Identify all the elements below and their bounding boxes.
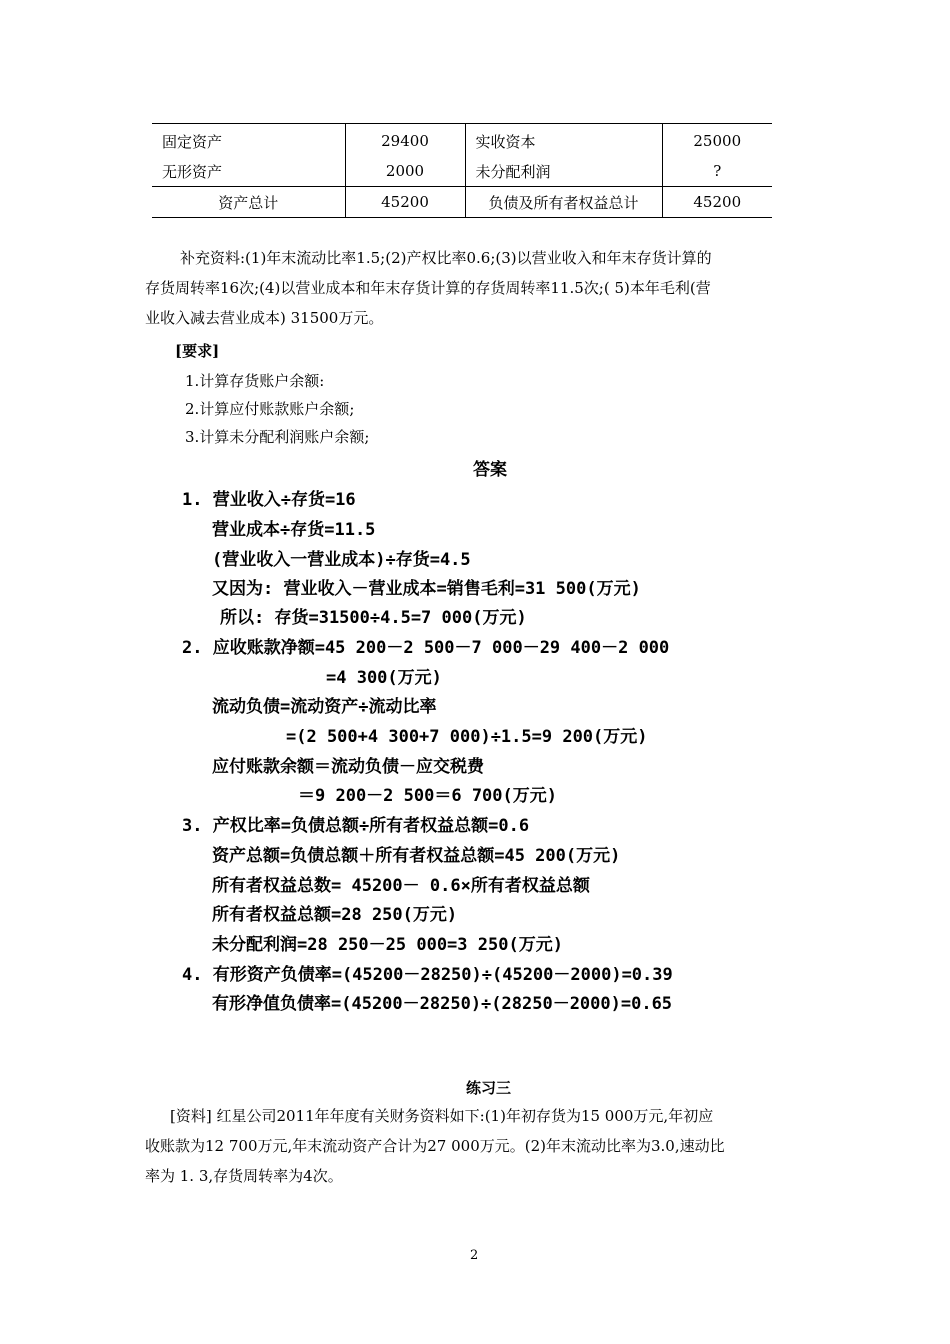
answer-line: 又因为: 营业收入－营业成本=销售毛利=31 500(万元) bbox=[212, 579, 641, 599]
answer-line: 所以: 存货=31500÷4.5=7 000(万元) bbox=[220, 608, 527, 628]
answer-line: 流动负债=流动资产÷流动比率 bbox=[212, 697, 437, 717]
exercise-title: 练习三 bbox=[466, 1079, 512, 1097]
exercise-line: 率为 1. 3,存货周转率为4次。 bbox=[145, 1167, 343, 1185]
row-label: 未分配利润 bbox=[465, 156, 662, 187]
answer-line: =4 300(万元) bbox=[326, 668, 442, 688]
answer-line: 有形净值负债率=(45200－28250)÷(28250－2000)=0.65 bbox=[212, 994, 673, 1014]
requirement-item: 3.计算未分配利润账户余额; bbox=[185, 428, 370, 446]
requirement-item: 1.计算存货账户余额: bbox=[185, 372, 325, 390]
answer-line: =(2 500+4 300+7 000)÷1.5=9 200(万元) bbox=[286, 727, 648, 747]
supplement-line: 存货周转率16次;(4)以营业成本和年末存货计算的存货周转率11.5次;( 5)本年毛利(营 bbox=[145, 279, 711, 297]
answer-line: 1. 营业收入÷存货=16 bbox=[182, 490, 356, 510]
requirements-heading: [要求] bbox=[175, 342, 220, 360]
page-number: 2 bbox=[470, 1248, 479, 1263]
row-value: ? bbox=[662, 156, 772, 187]
answer-line: 资产总额=负债总额＋所有者权益总额=45 200(万元) bbox=[212, 846, 621, 866]
total-label: 负债及所有者权益总计 bbox=[465, 187, 662, 218]
answer-line: 未分配利润=28 250－25 000=3 250(万元) bbox=[212, 935, 563, 955]
supplement-line: 补充资料:(1)年末流动比率1.5;(2)产权比率0.6;(3)以营业收入和年末存货计算的 bbox=[180, 249, 712, 267]
total-value: 45200 bbox=[345, 187, 465, 218]
row-value: 29400 bbox=[345, 124, 465, 157]
answer-line: 4. 有形资产负债率=(45200－28250)÷(45200－2000)=0.39 bbox=[182, 965, 673, 985]
answer-line: 所有者权益总额=28 250(万元) bbox=[212, 905, 458, 925]
table-row bbox=[152, 156, 772, 187]
answer-line: ＝9 200－2 500＝6 700(万元) bbox=[298, 786, 557, 806]
table-row bbox=[152, 124, 772, 157]
answer-line: 2. 应收账款净额=45 200－2 500－7 000－29 400－2 000 bbox=[182, 638, 670, 658]
row-label: 无形资产 bbox=[162, 162, 223, 181]
balance-sheet-table bbox=[152, 123, 772, 218]
answer-line: 3. 产权比率=负债总额÷所有者权益总额=0.6 bbox=[182, 816, 530, 836]
exercise-line: [资料] 红星公司2011年年度有关财务资料如下:(1)年初存货为15 000万元,年初应 bbox=[170, 1107, 714, 1125]
answer-title: 答案 bbox=[473, 460, 507, 480]
answer-line: 所有者权益总数= 45200－ 0.6×所有者权益总额 bbox=[212, 876, 590, 896]
requirement-item: 2.计算应付账款账户余额; bbox=[185, 400, 355, 418]
total-label: 资产总计 bbox=[152, 187, 345, 218]
row-label: 固定资产 bbox=[152, 124, 345, 157]
total-value: 45200 bbox=[662, 187, 772, 218]
answer-line: 营业成本÷存货=11.5 bbox=[212, 520, 376, 540]
answer-line: (营业收入一营业成本)÷存货=4.5 bbox=[212, 550, 471, 570]
row-value: 25000 bbox=[662, 124, 772, 157]
supplement-line: 业收入减去营业成本) 31500万元。 bbox=[145, 309, 384, 327]
exercise-line: 收账款为12 700万元,年末流动资产合计为27 000万元。(2)年末流动比率为3.0,速动比 bbox=[145, 1137, 725, 1155]
row-label: 实收资本 bbox=[465, 124, 662, 157]
row-value: 2000 bbox=[345, 156, 465, 187]
answer-line: 应付账款余额＝流动负债－应交税费 bbox=[212, 757, 484, 777]
total-row bbox=[152, 187, 772, 218]
